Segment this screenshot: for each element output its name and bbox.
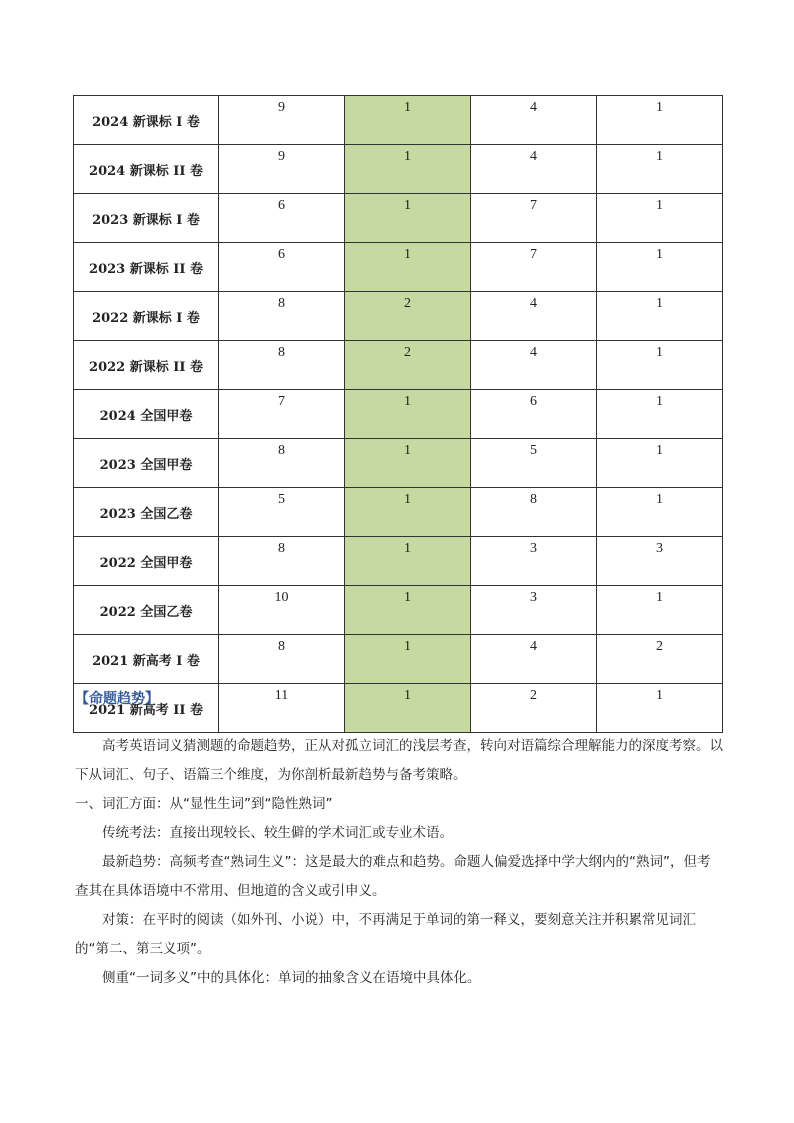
exam-statistics-table bbox=[73, 95, 723, 733]
table-cell: 9 bbox=[219, 96, 345, 145]
table-row bbox=[74, 537, 723, 586]
table-cell: 1 bbox=[597, 145, 723, 194]
table-cell: 1 bbox=[345, 439, 471, 488]
table-row bbox=[74, 439, 723, 488]
row-label: 2022 全国乙卷 bbox=[74, 586, 219, 635]
table-row bbox=[74, 194, 723, 243]
table-cell: 3 bbox=[597, 537, 723, 586]
table-cell: 2 bbox=[471, 684, 597, 733]
table-cell: 3 bbox=[471, 586, 597, 635]
table-body bbox=[74, 96, 723, 733]
table-row bbox=[74, 292, 723, 341]
table-cell: 9 bbox=[219, 145, 345, 194]
table-cell: 1 bbox=[597, 488, 723, 537]
table-row bbox=[74, 390, 723, 439]
table-cell: 1 bbox=[345, 243, 471, 292]
polysemy-paragraph: 侧重“一词多义”中的具体化：单词的抽象含义在语境中具体化。 bbox=[102, 970, 481, 986]
table-cell: 1 bbox=[345, 586, 471, 635]
table-cell: 7 bbox=[471, 243, 597, 292]
table-cell: 4 bbox=[471, 96, 597, 145]
table-row bbox=[74, 684, 723, 733]
table-row bbox=[74, 145, 723, 194]
strategy-paragraph: 对策：在平时的阅读（如外刊、小说）中，不再满足于单词的第一释义，要刻意关注并积累常见词汇的“第二、第三义项”。 bbox=[75, 912, 696, 957]
row-label: 2023 全国乙卷 bbox=[74, 488, 219, 537]
table-cell: 1 bbox=[597, 586, 723, 635]
table-cell: 1 bbox=[597, 243, 723, 292]
table-row bbox=[74, 243, 723, 292]
table-cell: 5 bbox=[219, 488, 345, 537]
table-cell: 1 bbox=[345, 390, 471, 439]
table-cell: 10 bbox=[219, 586, 345, 635]
table-cell: 1 bbox=[597, 96, 723, 145]
row-label: 2023 新课标 II 卷 bbox=[74, 243, 219, 292]
traditional-method-paragraph: 传统考法：直接出现较长、较生僻的学术词汇或专业术语。 bbox=[102, 825, 453, 841]
table-cell: 7 bbox=[219, 390, 345, 439]
table-cell: 1 bbox=[597, 439, 723, 488]
table-cell: 8 bbox=[471, 488, 597, 537]
table-cell: 8 bbox=[219, 635, 345, 684]
table-cell: 1 bbox=[597, 194, 723, 243]
table-row bbox=[74, 341, 723, 390]
row-label: 2022 全国甲卷 bbox=[74, 537, 219, 586]
table-cell: 1 bbox=[597, 292, 723, 341]
table-cell: 5 bbox=[471, 439, 597, 488]
table-cell: 2 bbox=[345, 341, 471, 390]
table-row bbox=[74, 488, 723, 537]
table-cell: 7 bbox=[471, 194, 597, 243]
table-cell: 8 bbox=[219, 292, 345, 341]
row-label: 2021 新高考 II 卷 bbox=[74, 684, 219, 733]
row-label: 2023 新课标 I 卷 bbox=[74, 194, 219, 243]
table-cell: 1 bbox=[345, 635, 471, 684]
table-cell: 11 bbox=[219, 684, 345, 733]
latest-trend-paragraph: 最新趋势：高频考查“熟词生义”：这是最大的难点和趋势。命题人偏爱选择中学大纲内的“熟词”，但考查其在具体语境中不常用、但地道的含义或引申义。 bbox=[75, 854, 711, 899]
row-label: 2024 全国甲卷 bbox=[74, 390, 219, 439]
table-cell: 4 bbox=[471, 635, 597, 684]
table-cell: 8 bbox=[219, 341, 345, 390]
table-cell: 1 bbox=[345, 96, 471, 145]
table-cell: 1 bbox=[597, 684, 723, 733]
intro-paragraph: 高考英语词义猜测题的命题趋势，正从对孤立词汇的浅层考查，转向对语篇综合理解能力的深度考察。以下从词汇、句子、语篇三个维度，为你剖析最新趋势与备考策略。 bbox=[75, 738, 723, 783]
table-cell: 1 bbox=[345, 684, 471, 733]
row-label: 2024 新课标 II 卷 bbox=[74, 145, 219, 194]
table-cell: 1 bbox=[345, 488, 471, 537]
row-label: 2022 新课标 II 卷 bbox=[74, 341, 219, 390]
row-label: 2024 新课标 I 卷 bbox=[74, 96, 219, 145]
table-cell: 3 bbox=[471, 537, 597, 586]
table-cell: 1 bbox=[345, 145, 471, 194]
table-cell: 8 bbox=[219, 439, 345, 488]
table-cell: 1 bbox=[345, 194, 471, 243]
table-cell: 8 bbox=[219, 537, 345, 586]
table-cell: 2 bbox=[345, 292, 471, 341]
table-cell: 4 bbox=[471, 341, 597, 390]
vocabulary-heading: 一、词汇方面：从“显性生词”到“隐性熟词” bbox=[75, 796, 333, 812]
table-cell: 6 bbox=[219, 243, 345, 292]
table-row bbox=[74, 96, 723, 145]
table-row bbox=[74, 635, 723, 684]
table-cell: 1 bbox=[597, 390, 723, 439]
table-cell: 4 bbox=[471, 145, 597, 194]
table-cell: 2 bbox=[597, 635, 723, 684]
table-cell: 1 bbox=[597, 341, 723, 390]
table-row bbox=[74, 586, 723, 635]
table-cell: 6 bbox=[219, 194, 345, 243]
table-cell: 1 bbox=[345, 537, 471, 586]
section-title: 【命题趋势】 bbox=[75, 691, 159, 707]
row-label: 2023 全国甲卷 bbox=[74, 439, 219, 488]
table-cell: 4 bbox=[471, 292, 597, 341]
row-label: 2021 新高考 I 卷 bbox=[74, 635, 219, 684]
row-label: 2022 新课标 I 卷 bbox=[74, 292, 219, 341]
table-cell: 6 bbox=[471, 390, 597, 439]
